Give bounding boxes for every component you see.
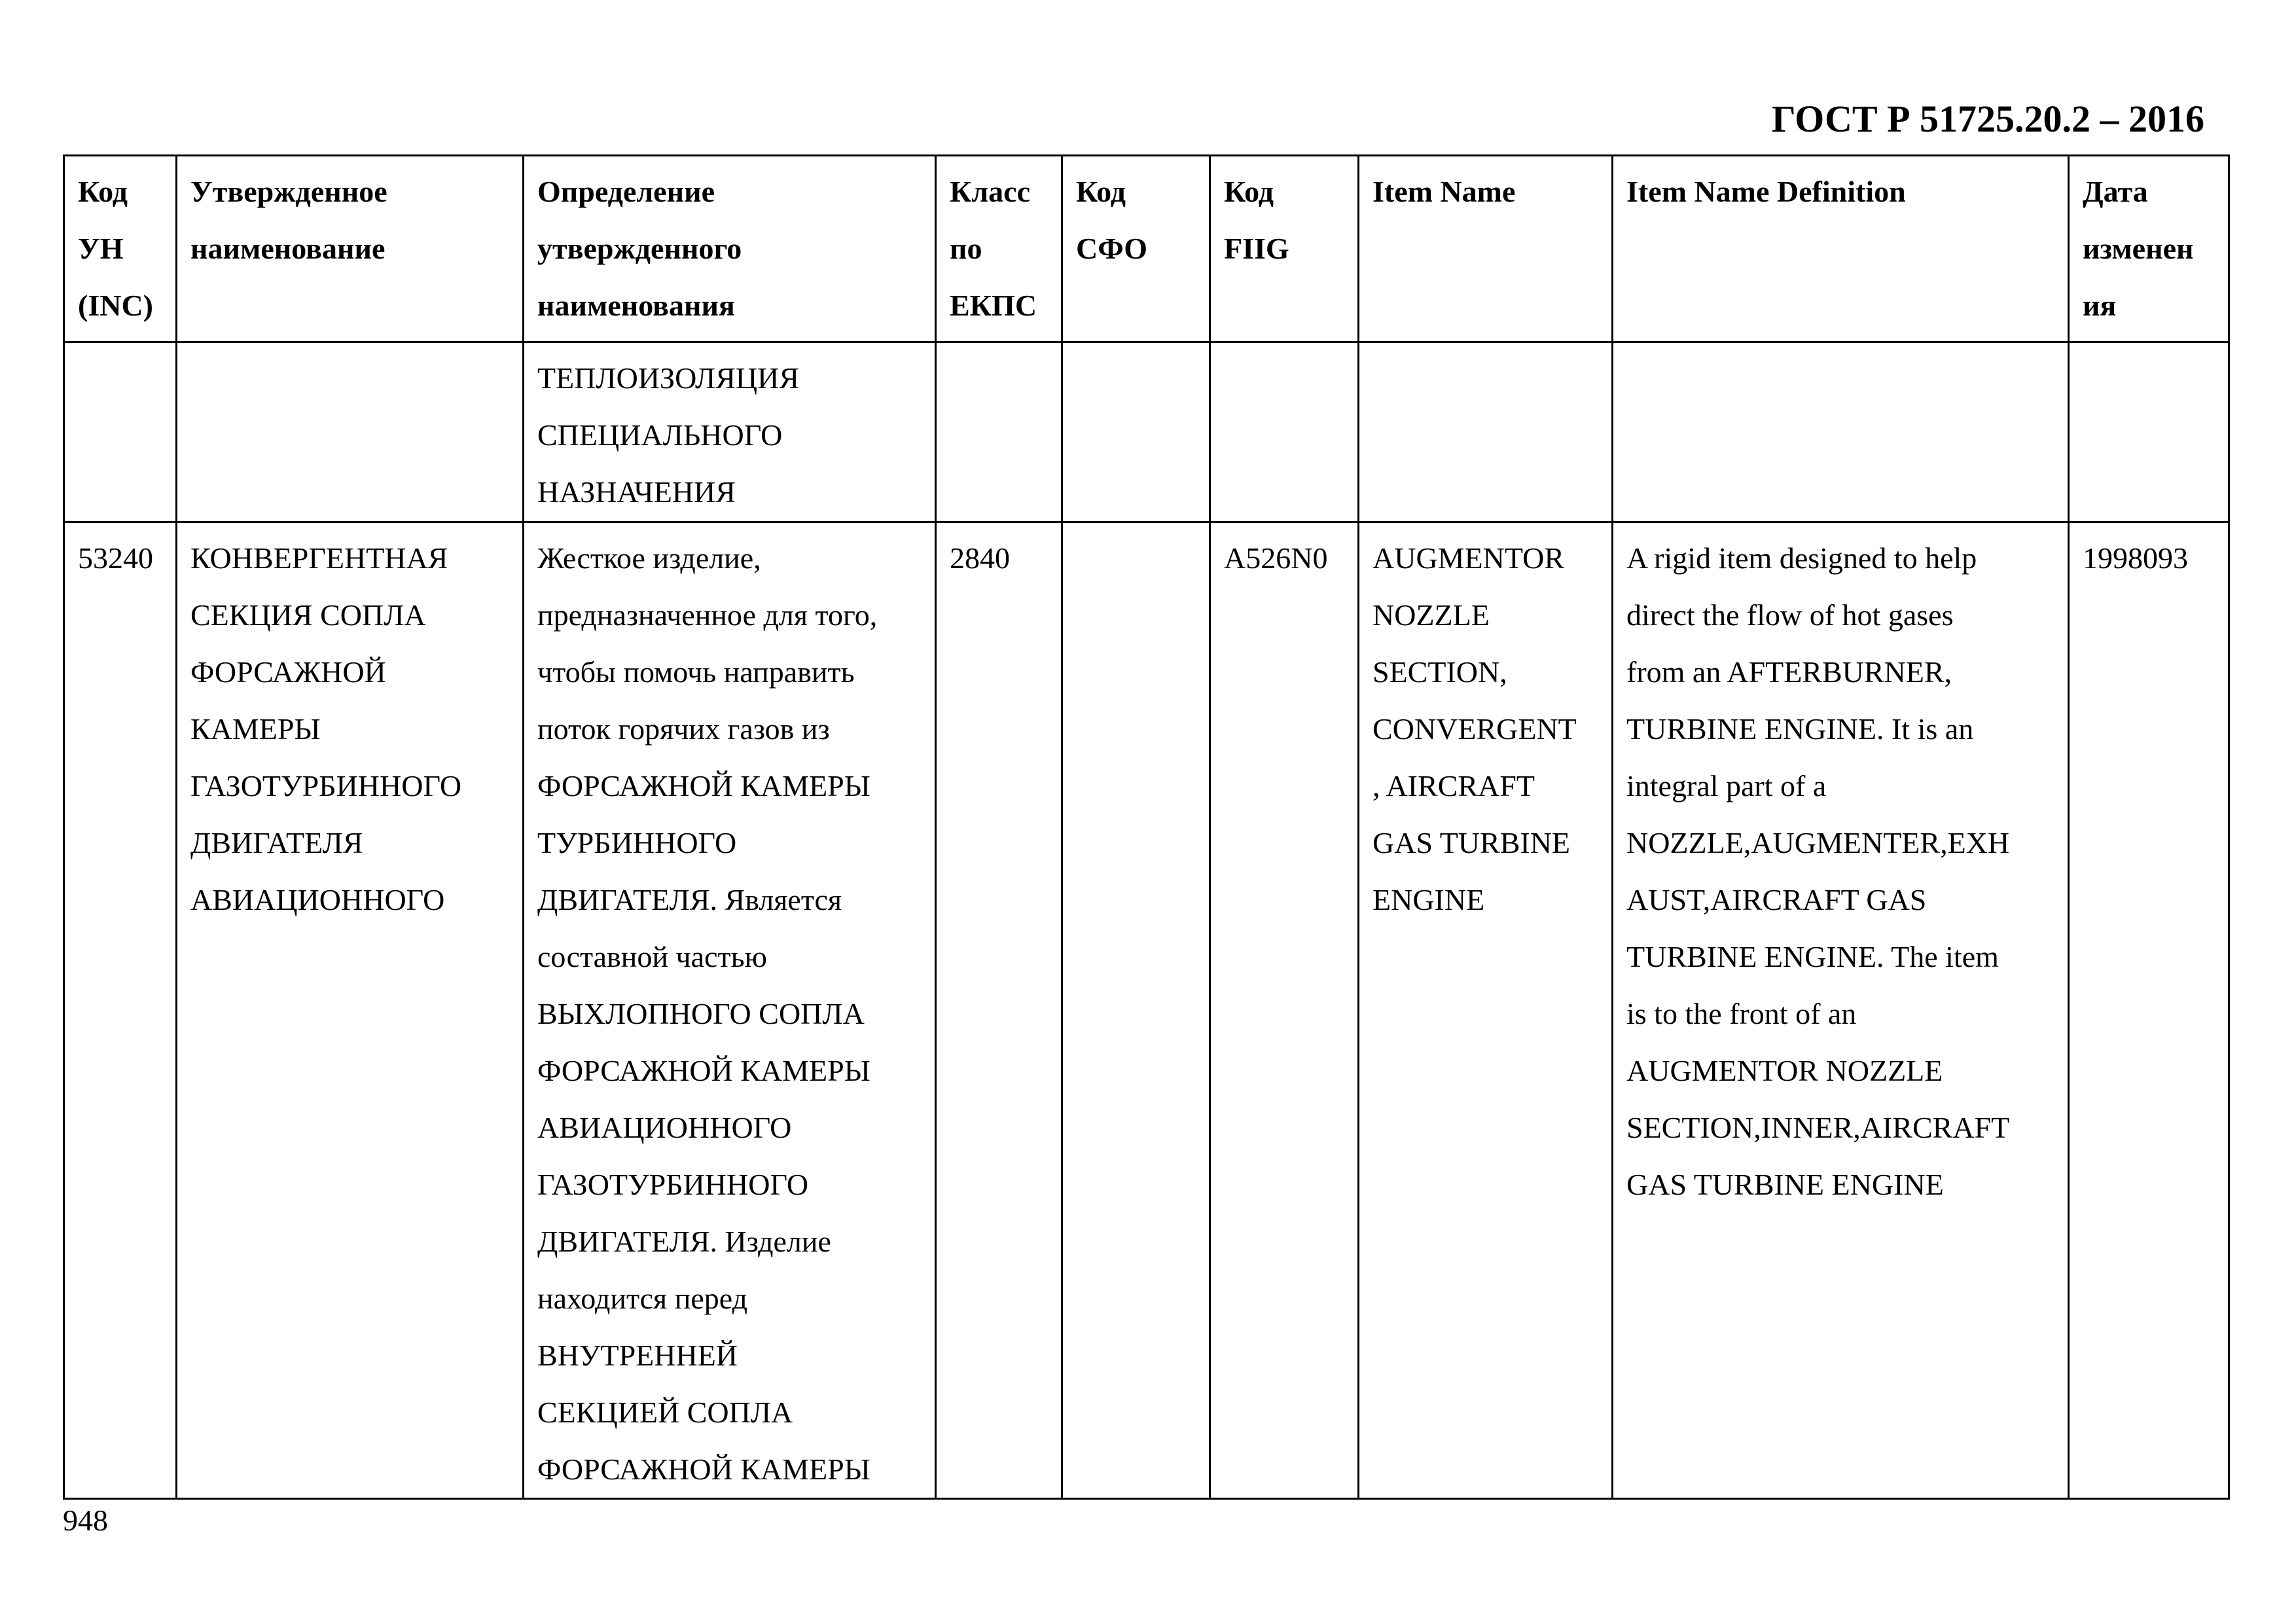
document-standard-header: ГОСТ Р 51725.20.2 – 2016 bbox=[1771, 98, 2204, 140]
cell-approved-name: КОНВЕРГЕНТНАЯ СЕКЦИЯ СОПЛА ФОРСАЖНОЙ КАМЕРЫ ГАЗОТУРБИННОГО ДВИГАТЕЛЯ АВИАЦИОННОГО bbox=[177, 522, 524, 1499]
column-header-approved-name: Утвержденное наименование bbox=[177, 156, 524, 342]
table-header-row bbox=[64, 156, 2229, 342]
column-header-inc: Код УН (INC) bbox=[64, 156, 177, 342]
column-header-change-date: Дата изменен ия bbox=[2069, 156, 2229, 342]
cell-item-name-definition bbox=[1613, 342, 2069, 522]
cell-definition: ТЕПЛОИЗОЛЯЦИЯ СПЕЦИАЛЬНОГО НАЗНАЧЕНИЯ bbox=[524, 342, 936, 522]
cell-change-date bbox=[2069, 342, 2229, 522]
cell-change-date: 1998093 bbox=[2069, 522, 2229, 1499]
cell-item-name-definition: A rigid item designed to help direct the flow of hot gases from an AFTERBURNER, TURBINE ENGINE. It is an integral part of a NOZZLE,AUGMENTER,EXH AUST,AIRCRAFT GAS TURBINE ENGINE. The item is to the front of an AUGMENTOR NOZZLE SECTION,INNER,AIRCRAFT GAS TURBINE ENGINE bbox=[1613, 522, 2069, 1499]
table-row-continuation bbox=[64, 342, 2229, 522]
cell-fiig-code: A526N0 bbox=[1210, 522, 1359, 1499]
column-header-item-name-definition: Item Name Definition bbox=[1613, 156, 2069, 342]
cell-sfo-code bbox=[1062, 342, 1210, 522]
cell-item-name: AUGMENTOR NOZZLE SECTION, CONVERGENT , AIRCRAFT GAS TURBINE ENGINE bbox=[1359, 522, 1613, 1499]
cell-approved-name bbox=[177, 342, 524, 522]
column-header-item-name: Item Name bbox=[1359, 156, 1613, 342]
cell-sfo-code bbox=[1062, 522, 1210, 1499]
cell-ekps-class bbox=[936, 342, 1062, 522]
table-row bbox=[64, 522, 2229, 1499]
column-header-sfo-code: Код СФО bbox=[1062, 156, 1210, 342]
column-header-definition: Определение утвержденного наименования bbox=[524, 156, 936, 342]
cell-fiig-code bbox=[1210, 342, 1359, 522]
column-header-ekps-class: Класс по ЕКПС bbox=[936, 156, 1062, 342]
page-number: 948 bbox=[63, 1504, 108, 1537]
cell-definition: Жесткое изделие, предназначенное для того, чтобы помочь направить поток горячих газов из ФОРСАЖНОЙ КАМЕРЫ ТУРБИННОГО ДВИГАТЕЛЯ. Является составной частью ВЫХЛОПНОГО СОПЛА ФОРСАЖНОЙ КАМЕРЫ АВИАЦИОННОГО ГАЗОТУРБИННОГО ДВИГАТЕЛЯ. Изделие находится перед ВНУТРЕННЕЙ СЕКЦИЕЙ СОПЛА ФОРСАЖНОЙ КАМЕРЫ bbox=[524, 522, 936, 1499]
column-header-fiig-code: Код FIIG bbox=[1210, 156, 1359, 342]
cell-inc bbox=[64, 342, 177, 522]
cell-item-name bbox=[1359, 342, 1613, 522]
item-name-register-table bbox=[63, 154, 2230, 1500]
cell-ekps-class: 2840 bbox=[936, 522, 1062, 1499]
cell-inc: 53240 bbox=[64, 522, 177, 1499]
